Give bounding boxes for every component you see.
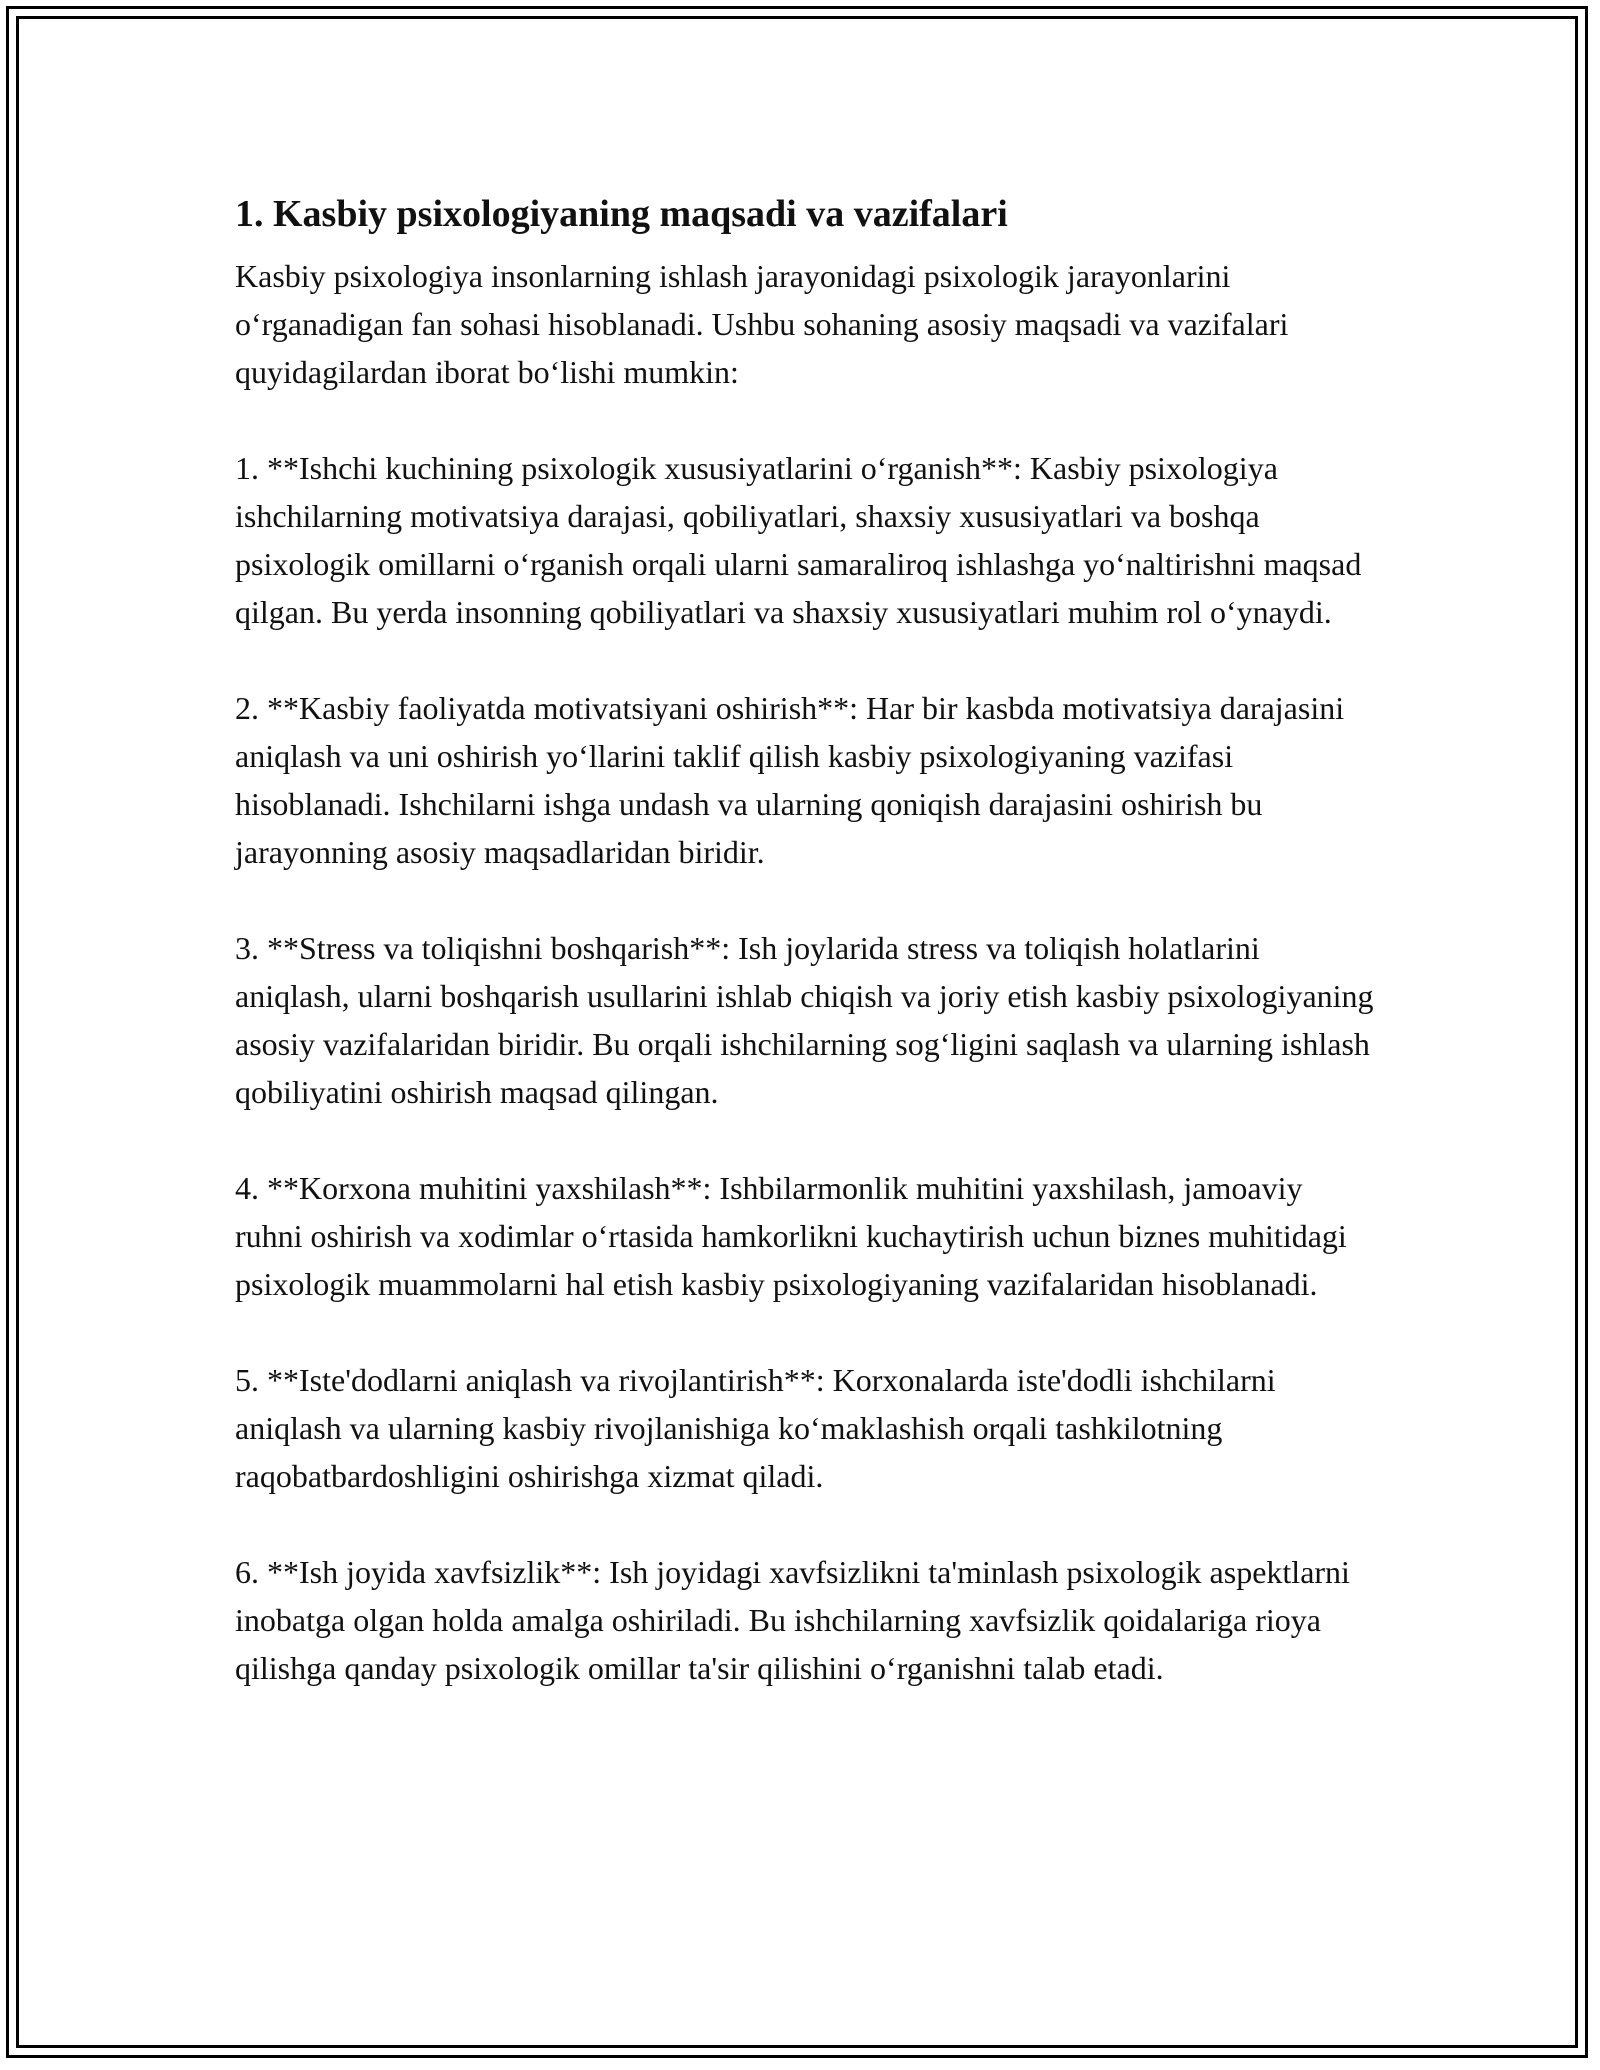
list-item-2: 2. **Kasbiy faoliyatda motivatsiyani oshirish**: Har bir kasbda motivatsiya darajasini aniqlash va uni oshirish yo‘llarini taklif qilish kasbiy psixologiyaning vazifasi hisoblanadi. Ishchilarni ishga undash va ularning qoniqish darajasini oshirish bu jarayonning asosiy maqsadlaridan biridir. [235, 690, 1345, 870]
document-body [235, 186, 1375, 1692]
document-title: 1. Kasbiy psixologiyaning maqsadi va vazifalari [235, 193, 1008, 235]
list-item-3: 3. **Stress va toliqishni boshqarish**: Ish joylarida stress va toliqish holatlarini aniqlash, ularni boshqarish usullarini ishlab chiqish va joriy etish kasbiy psixologiyaning asosiy vazifalaridan biridir. Bu orqali ishchilarning sog‘ligini saqlash va ularning ishlash qobiliyatini oshirish maqsad qilingan. [235, 930, 1374, 1110]
list-item-1: 1. **Ishchi kuchining psixologik xususiyatlarini o‘rganish**: Kasbiy psixologiya ishchilarning motivatsiya darajasi, qobiliyatlari, shaxsiy xususiyatlari va boshqa psixologik omillarni o‘rganish orqali ularni samaraliroq ishlashga yo‘naltirishni maqsad qilgan. Bu yerda insonning qobiliyatlari va shaxsiy xususiyatlari muhim rol o‘ynaydi. [235, 450, 1362, 630]
list-item-4: 4. **Korxona muhitini yaxshilash**: Ishbilarmonlik muhitini yaxshilash, jamoaviy ruhni oshirish va xodimlar o‘rtasida hamkorlikni kuchaytirish uchun biznes muhitidagi psixologik muammolarni hal etish kasbiy psixologiyaning vazifalaridan hisoblanadi. [235, 1170, 1347, 1302]
intro-paragraph: Kasbiy psixologiya insonlarning ishlash jarayonidagi psixologik jarayonlarini o‘rganadigan fan sohasi hisoblanadi. Ushbu sohaning asosiy maqsadi va vazifalari quyidagilardan iborat bo‘lishi mumkin: [235, 258, 1289, 390]
list-item-5: 5. **Iste'dodlarni aniqlash va rivojlantirish**: Korxonalarda iste'dodli ishchilarni aniqlash va ularning kasbiy rivojlanishiga ko‘maklashish orqali tashkilotning raqobatbardoshligini oshirishga xizmat qiladi. [235, 1362, 1276, 1494]
list-item-6: 6. **Ish joyida xavfsizlik**: Ish joyidagi xavfsizlikni ta'minlash psixologik aspektlarni inobatga olgan holda amalga oshiriladi. Bu ishchilarning xavfsizlik qoidalariga rioya qilishga qanday psixologik omillar ta'sir qilishini o‘rganishni talab etadi. [235, 1554, 1350, 1686]
